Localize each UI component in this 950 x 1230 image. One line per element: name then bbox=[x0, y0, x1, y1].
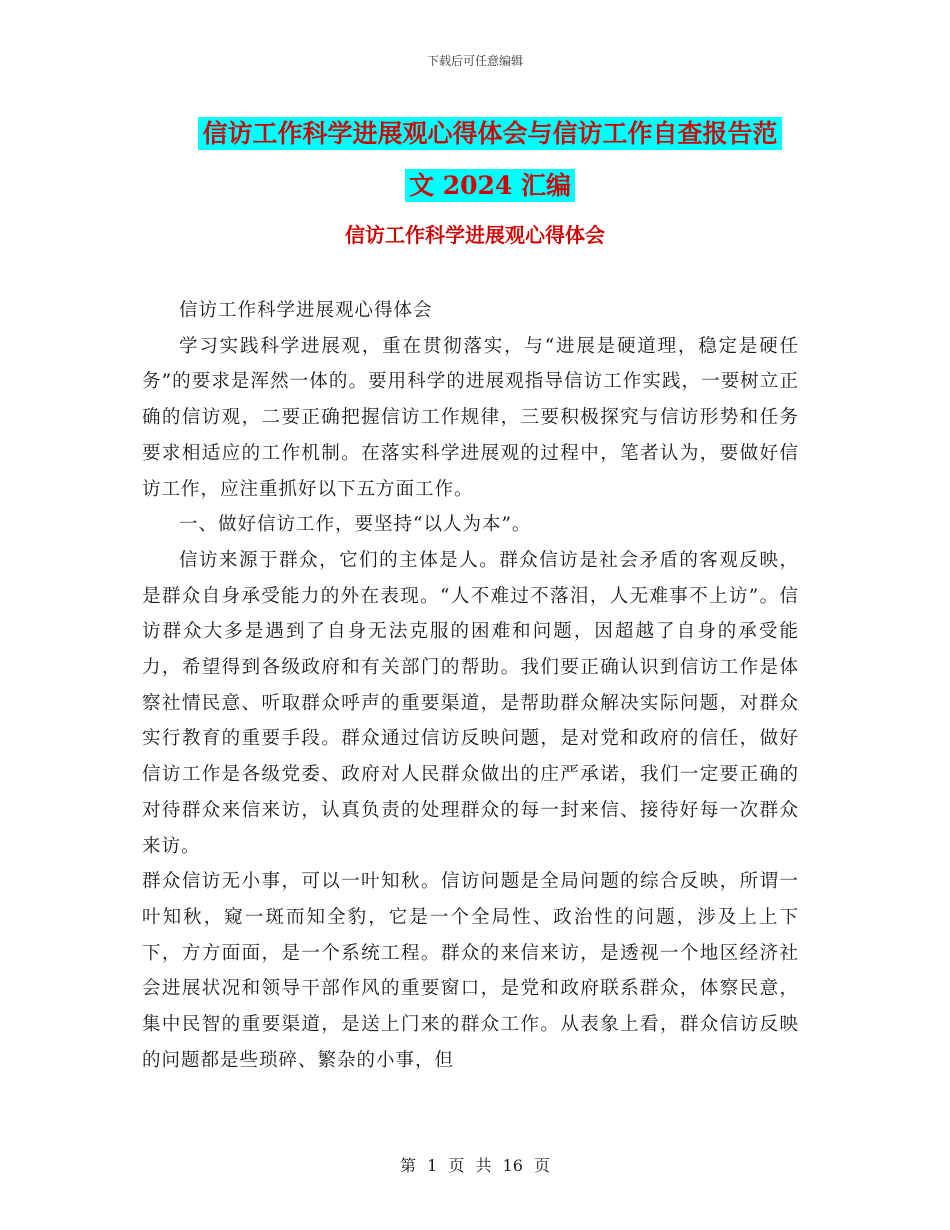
paragraph: 群众信访无小事，可以一叶知秋。信访问题是全局问题的综合反映，所谓一叶知秋，窥一斑而知全豹，它是一个全局性、政治性的问题，涉及上上下下，方方面面，是一个系统工程。群众的来信来访，是透视一个地区经济社会进展状况和领导干部作风的重要窗口，是党和政府联系群众，体察民意，集中民智的重要渠道，是送上门来的群众工作。从表象上看，群众信访反映的问题都是些琐碎、繁杂的小事，但 bbox=[142, 871, 799, 1071]
body-text bbox=[142, 293, 799, 1078]
paragraph-heading: 一、做好信访工作，要坚持“以人为本”。 bbox=[179, 514, 532, 536]
page-number-footer: 第 1 页 共 16 页 bbox=[400, 1156, 550, 1175]
paragraph-subtitle: 信访工作科学进展观心得体会 bbox=[179, 300, 433, 321]
title-line-2: 文 2024 汇编 bbox=[405, 169, 575, 202]
section-title: 信访工作科学进展观心得体会 bbox=[345, 223, 605, 247]
header-note: 下载后可任意编辑 bbox=[426, 54, 523, 68]
paragraph: 学习实践科学进展观，重在贯彻落实，与“进展是硬道理，稳定是硬任务”的要求是浑然一体的。要用科学的进展观指导信访工作实践，一要树立正确的信访观，二要正确把握信访工作规律，三要积极探究与信访形势和任务要求相适应的工作机制。在落实科学进展观的过程中，笔者认为，要做好信访工作，应注重抓好以下五方面工作。 bbox=[142, 335, 799, 500]
title-line-1: 信访工作科学进展观心得体会与信访工作自查报告范 bbox=[198, 117, 781, 150]
paragraph: 信访来源于群众，它们的主体是人。群众信访是社会矛盾的客观反映，是群众自身承受能力的外在表现。“人不难过不落泪，人无难事不上访”。信访群众大多是遇到了自身无法克服的困难和问题，因超越了自身的承受能力，希望得到各级政府和有关部门的帮助。我们要正确认识到信访工作是体察社情民意、听取群众呼声的重要渠道，是帮助群众解决实际问题，对群众实行教育的重要手段。群众通过信访反映问题，是对党和政府的信任，做好信访工作是各级党委、政府对人民群众做出的庄严承诺，我们一定要正确的对待群众来信来访，认真负责的处理群众的每一封来信、接待好每一次群众来访。 bbox=[142, 549, 799, 857]
document-title bbox=[140, 108, 840, 212]
